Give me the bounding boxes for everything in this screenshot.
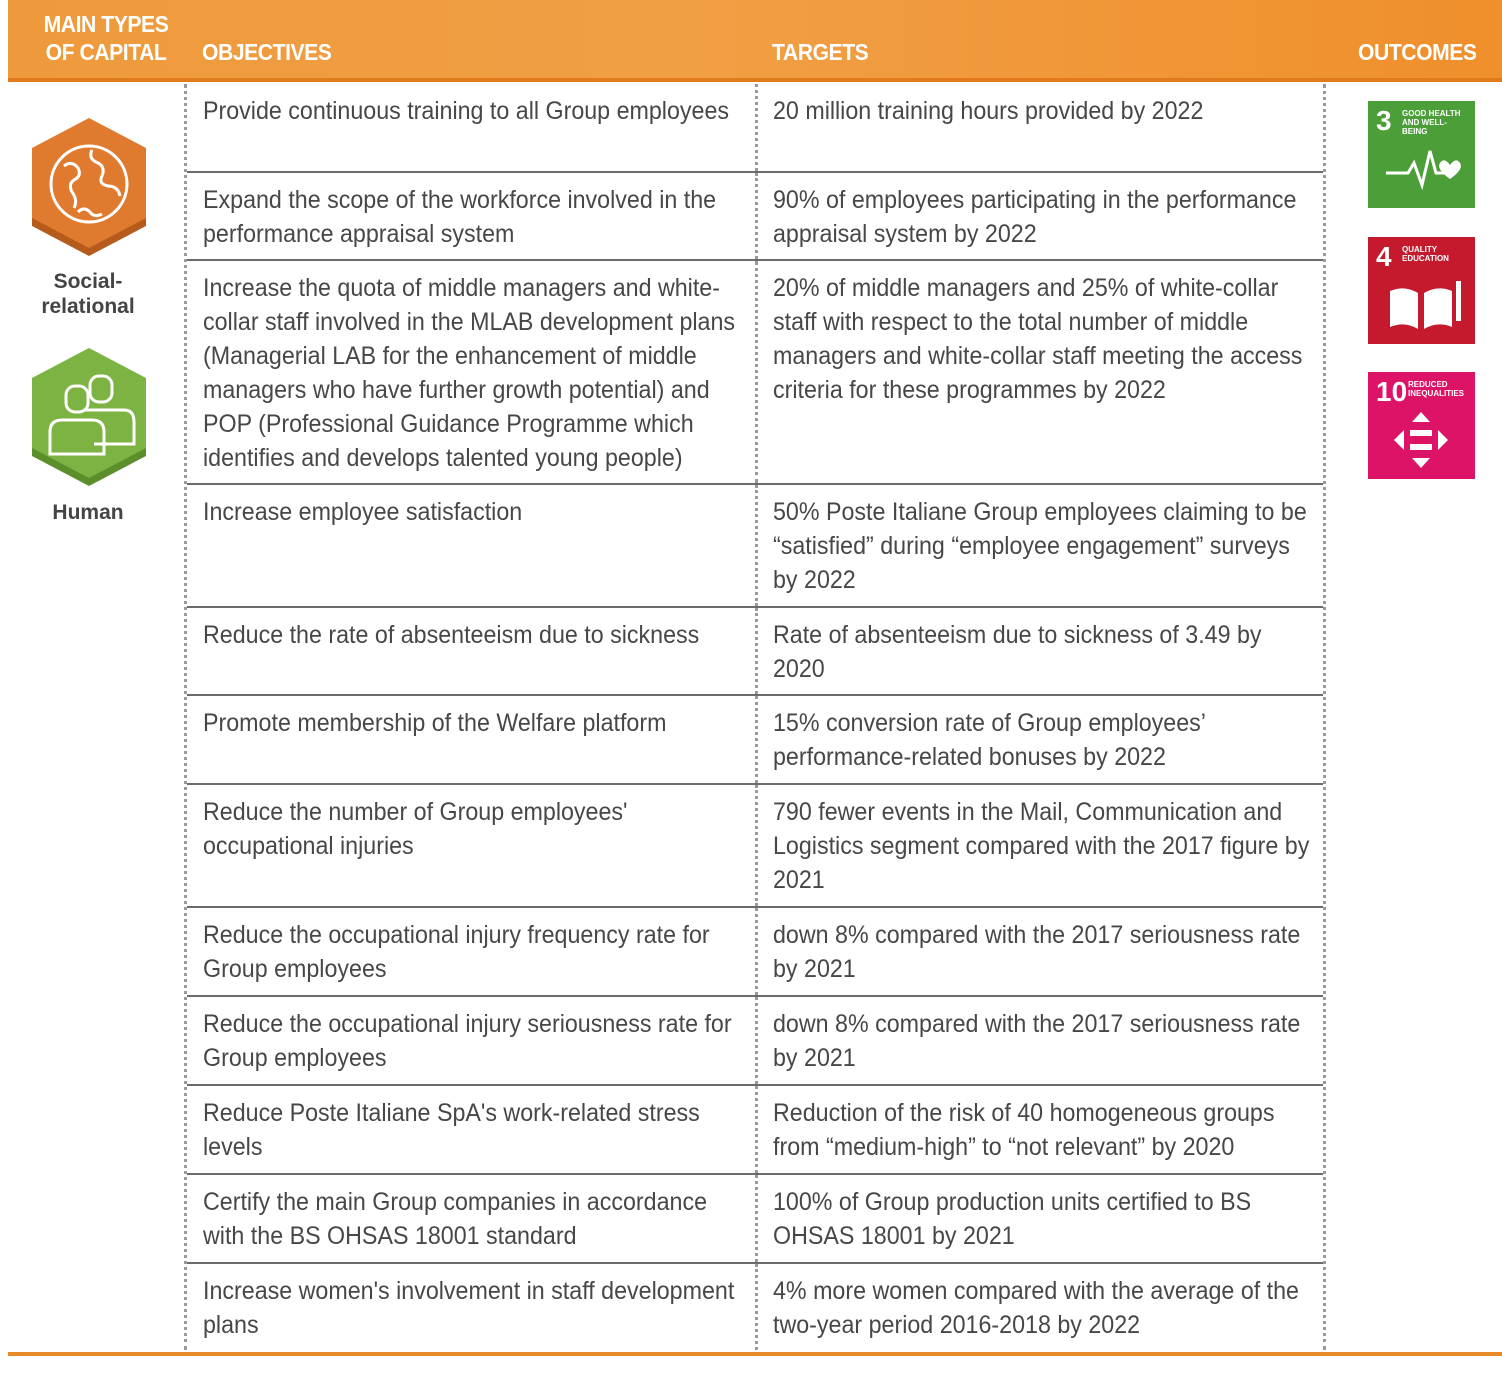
target-cell: 90% of employees participating in the performance appraisal system by 2022 bbox=[773, 186, 1297, 248]
column-divider bbox=[755, 908, 758, 995]
target-cell: 4% more women compared with the average of the two-year period 2016-2018 by 2022 bbox=[773, 1277, 1299, 1339]
capital-label-line2: relational bbox=[41, 295, 135, 318]
objective-cell: Expand the scope of the workforce involved in the performance appraisal system bbox=[203, 186, 717, 248]
sdg-number: 4 bbox=[1376, 241, 1392, 272]
sdg-title: QUALITY EDUCATION bbox=[1402, 245, 1449, 263]
table-row bbox=[187, 696, 1323, 785]
target-cell: 15% conversion rate of Group employees’ performance-related bonuses by 2022 bbox=[773, 709, 1206, 771]
column-divider bbox=[755, 261, 758, 483]
header-main-types-of-capital bbox=[42, 10, 171, 66]
table-row bbox=[187, 1086, 1323, 1175]
header-outcomes: OUTCOMES bbox=[1358, 39, 1477, 65]
table-header bbox=[8, 0, 1502, 82]
sdg-3-badge bbox=[1368, 101, 1475, 208]
objective-cell: Reduce the rate of absenteeism due to sickness bbox=[203, 621, 700, 649]
table-row bbox=[187, 1175, 1323, 1264]
table-row bbox=[187, 485, 1323, 608]
column-divider bbox=[755, 608, 758, 694]
target-cell: down 8% compared with the 2017 seriousness rate by 2021 bbox=[773, 921, 1301, 983]
table-row bbox=[187, 173, 1323, 261]
column-divider bbox=[755, 1175, 758, 1262]
sdg-10-badge bbox=[1368, 372, 1475, 479]
header-capital-line1: MAIN TYPES bbox=[43, 11, 169, 37]
target-cell: Reduction of the risk of 40 homogeneous groups from “medium-high” to “not relevant” by 2020 bbox=[773, 1099, 1275, 1161]
table-row bbox=[187, 84, 1323, 173]
sdg-4-badge bbox=[1368, 237, 1475, 344]
objective-cell: Increase the quota of middle managers and white-collar staff involved in the MLAB development plans (Managerial LAB for the enhancement of middle managers who have further growth potential) and POP (Professional Guidance Programme which identifies and develops talented young people) bbox=[203, 274, 736, 472]
table-row bbox=[187, 261, 1323, 485]
objective-cell: Increase women's involvement in staff development plans bbox=[203, 1277, 735, 1339]
bottom-rule bbox=[8, 1352, 1502, 1356]
capital-column bbox=[10, 88, 182, 1350]
social-relational-capital-icon bbox=[22, 114, 156, 264]
target-cell: 20 million training hours provided by 2022 bbox=[773, 97, 1204, 125]
table-row bbox=[187, 608, 1323, 696]
objective-cell: Reduce the number of Group employees' occupational injuries bbox=[203, 798, 628, 860]
header-capital-line2: OF CAPITAL bbox=[45, 39, 167, 65]
heartbeat-icon bbox=[1368, 101, 1475, 208]
target-cell: Rate of absenteeism due to sickness of 3.49 by 2020 bbox=[773, 621, 1262, 683]
column-divider bbox=[755, 84, 758, 171]
target-cell: 50% Poste Italiane Group employees claiming to be “satisfied” during “employee engagement” surveys by 2022 bbox=[773, 498, 1307, 594]
target-cell: 20% of middle managers and 25% of white-collar staff with respect to the total number of middle managers and white-collar staff meeting the access criteria for these programmes by 2022 bbox=[773, 274, 1303, 404]
target-cell: 790 fewer events in the Mail, Communication and Logistics segment compared with the 2017 figure by 2021 bbox=[773, 798, 1310, 894]
book-icon bbox=[1368, 237, 1475, 344]
table-row bbox=[187, 1264, 1323, 1350]
column-divider bbox=[755, 485, 758, 606]
target-cell: down 8% compared with the 2017 seriousness rate by 2021 bbox=[773, 1010, 1301, 1072]
capital-label-line1: Social- bbox=[53, 270, 123, 293]
column-divider bbox=[755, 997, 758, 1084]
objective-cell: Reduce the occupational injury frequency rate for Group employees bbox=[203, 921, 710, 983]
column-divider bbox=[755, 1264, 758, 1350]
capital-label-human: Human bbox=[52, 501, 124, 524]
table-row bbox=[187, 997, 1323, 1086]
sdg-title: REDUCED INEQUALITIES bbox=[1408, 380, 1465, 398]
objective-cell: Reduce Poste Italiane SpA's work-related stress levels bbox=[203, 1099, 700, 1161]
sdg-number: 3 bbox=[1376, 105, 1392, 136]
header-objectives: OBJECTIVES bbox=[202, 39, 332, 65]
column-divider bbox=[755, 173, 758, 259]
sdg-title: GOOD HEALTH AND WELL-BEING bbox=[1402, 109, 1461, 136]
equality-arrows-icon bbox=[1368, 372, 1475, 479]
objective-cell: Provide continuous training to all Group employees bbox=[203, 97, 730, 125]
column-divider bbox=[755, 1086, 758, 1173]
objective-cell: Reduce the occupational injury seriousness rate for Group employees bbox=[203, 1010, 732, 1072]
target-cell: 100% of Group production units certified to BS OHSAS 18001 by 2021 bbox=[773, 1188, 1252, 1250]
sdg-number: 10 bbox=[1376, 376, 1408, 407]
objective-cell: Increase employee satisfaction bbox=[203, 498, 523, 526]
column-divider bbox=[755, 696, 758, 783]
objective-cell: Certify the main Group companies in accordance with the BS OHSAS 18001 standard bbox=[203, 1188, 708, 1250]
human-capital-icon bbox=[22, 344, 156, 494]
header-targets: TARGETS bbox=[772, 39, 869, 65]
capital-label-social-relational bbox=[2, 269, 174, 319]
objective-cell: Promote membership of the Welfare platform bbox=[203, 709, 667, 737]
table-row bbox=[187, 785, 1323, 908]
objectives-targets-table bbox=[184, 84, 1326, 1350]
column-divider bbox=[755, 785, 758, 906]
table-row bbox=[187, 908, 1323, 997]
